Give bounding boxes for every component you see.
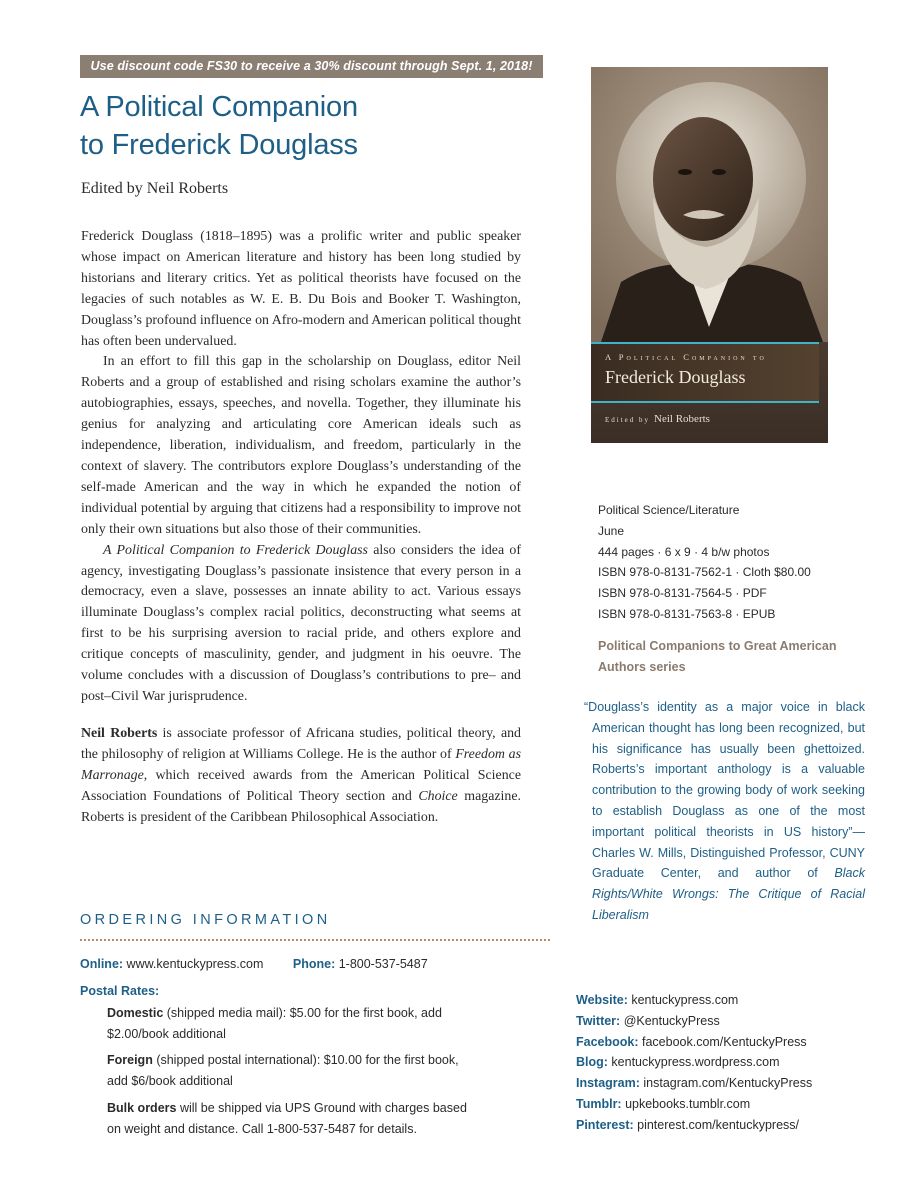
postal-rates-heading: Postal Rates: (80, 984, 160, 998)
author-book-title: Freedom as Marronage (81, 746, 522, 783)
author-bio-text-3: magazine. Roberts is president of the Caribbean Philosophical Association. (81, 788, 521, 825)
contact-label: Instagram: (576, 1076, 640, 1091)
cover-book-name: Frederick Douglass (605, 367, 746, 387)
contact-label: Tumblr: (576, 1096, 622, 1111)
contact-value: kentuckypress.com (627, 993, 739, 1007)
cover-series-text: A Political Companion to (605, 352, 767, 362)
author-bio (81, 724, 521, 829)
description-book-title: A Political Companion to Frederick Douglass (103, 542, 368, 558)
douglass-portrait-image (591, 67, 828, 342)
contact-tumblr[interactable] (576, 1094, 812, 1115)
author-bio-text-2: , which received awards from the American Political Science Association Foundations of Political Theory section and (81, 767, 521, 804)
book-title-line-2: to Frederick Douglass (80, 129, 358, 161)
author-name: Neil Roberts (81, 726, 158, 741)
domestic-text: (shipped media mail): $5.00 for the first book, add $2.00/book additional (107, 1006, 442, 1041)
editor-line: Edited by Neil Roberts (81, 180, 229, 197)
contact-blog[interactable] (576, 1052, 812, 1073)
ordering-heading: ORDERING INFORMATION (80, 912, 331, 928)
description-paragraph-2: In an effort to fill this gap in the scholarship on Douglass, editor Neil Roberts and a group of established and rising scholars examine the author’s autobiographies, essays, speeches, and novella. Together, they illuminate his genius for analyzing and articulating core American ideals such as independence, liberation, individualism, and freedom, particularly in the context of slavery. The contributors explore Douglass’s understanding of the self-made American and the way in which he expanded the notion of individual potential by arguing that citizens had a responsibility to improve not only their own situations but also those of their communities. (81, 354, 521, 537)
contact-label: Twitter: (576, 1013, 621, 1028)
contact-label: Blog: (576, 1055, 608, 1070)
endorsement-quote (584, 697, 865, 926)
book-description (81, 227, 521, 708)
foreign-label: Foreign (107, 1053, 153, 1067)
cover-edited-by: Edited by (605, 416, 651, 424)
isbn-pdf: ISBN 978-0-8131-7564-5 · PDF (598, 586, 767, 601)
contact-website[interactable] (576, 990, 812, 1011)
contact-label: Pinterest: (576, 1117, 634, 1132)
book-release-month: June (598, 523, 625, 538)
description-paragraph-1: Frederick Douglass (1818–1895) was a prolific writer and public speaker whose impact on American literature and history has been long studied by historians and literary critics. Yet as political theorists have focused on the legacies of such notables as W. E. B. Du Bois and Booker T. Washington, Douglass’s profound influence on Afro-modern and American political thought has often been undervalued. (81, 229, 521, 349)
description-paragraph-3 (81, 541, 521, 708)
contact-label: Facebook: (576, 1034, 639, 1049)
online-link[interactable]: www.kentuckypress.com (123, 957, 264, 971)
contact-value: upkebooks.tumblr.com (621, 1096, 751, 1111)
phone-number: 1-800-537-5487 (335, 957, 428, 971)
book-title (80, 88, 550, 164)
postal-foreign (107, 1050, 472, 1092)
contact-value: pinterest.com/kentuckypress/ (633, 1117, 800, 1132)
contact-value: @KentuckyPress (620, 1013, 720, 1028)
bulk-text: will be shipped via UPS Ground with charges based on weight and distance. Call 1-800-537-5487 for details. (107, 1101, 467, 1136)
bulk-label: Bulk orders (107, 1101, 177, 1115)
book-category: Political Science/Literature (598, 503, 740, 517)
domestic-label: Domestic (107, 1006, 164, 1020)
online-phone-line (80, 957, 428, 971)
contact-list (576, 990, 812, 1136)
description-paragraph-3-text: also considers the idea of agency, investigating Douglass’s passionate insistence that every person in a democracy, even a slave, possesses an innate ability to act. Various essays illuminate Douglass’s complex racial politics, deconstructing what seems at first to be his surprising aversion to racial pride, and others explore and critique concepts of masculinity, gender, and judgment in his oeuvre. The volume concludes with a discussion of Douglass’s contributions to pre– and post–Civil War jurisprudence. (81, 542, 521, 704)
postal-domestic (107, 1003, 472, 1045)
magazine-name: Choice (418, 788, 458, 804)
author-bio-text: is associate professor of Africana studies, political theory, and the philosophy of religion at Williams College. He is the author of (81, 726, 521, 762)
online-label: Online: (80, 957, 124, 971)
cover-editor-name: Neil Roberts (654, 413, 710, 425)
book-details (598, 500, 811, 625)
quote-text: “Douglass’s identity as a major voice in black American thought has long been recognized, but his significance has usually been ghettoized. Roberts’s important anthology is a valuable contribution to the growing body of work seeking to establish Douglass as one of the most important political theorists in US history”—Charles W. Mills, Distinguished Professor, CUNY Graduate Center, and author of (584, 700, 865, 881)
book-specs: 444 pages · 6 x 9 · 4 b/w photos (598, 544, 770, 559)
discount-banner: Use discount code FS30 to receive a 30% discount through Sept. 1, 2018! (80, 55, 543, 78)
isbn-cloth: ISBN 978-0-8131-7562-1 · Cloth $80.00 (598, 565, 811, 580)
contact-value: instagram.com/KentuckyPress (639, 1076, 813, 1091)
cover-editor (605, 413, 710, 425)
contact-facebook[interactable] (576, 1032, 812, 1053)
book-title-line-1: A Political Companion (80, 91, 358, 123)
contact-label: Website: (576, 993, 628, 1007)
foreign-text: (shipped postal international): $10.00 for the first book, add $6/book additional (107, 1053, 459, 1088)
series-name: Political Companions to Great American Authors series (598, 639, 837, 674)
contact-value: facebook.com/KentuckyPress (638, 1034, 807, 1049)
contact-twitter[interactable] (576, 1011, 812, 1032)
book-cover (591, 67, 828, 443)
postal-bulk (107, 1098, 472, 1140)
phone-label: Phone: (292, 957, 336, 971)
contact-value: kentuckypress.wordpress.com (607, 1055, 780, 1070)
quote-book-title: Black Rights/White Wrongs: The Critique of Racial Liberalism (592, 866, 865, 922)
contact-pinterest[interactable] (576, 1115, 812, 1136)
isbn-epub: ISBN 978-0-8131-7563-8 · EPUB (598, 606, 776, 621)
dotted-divider (80, 939, 550, 941)
contact-instagram[interactable] (576, 1073, 812, 1094)
